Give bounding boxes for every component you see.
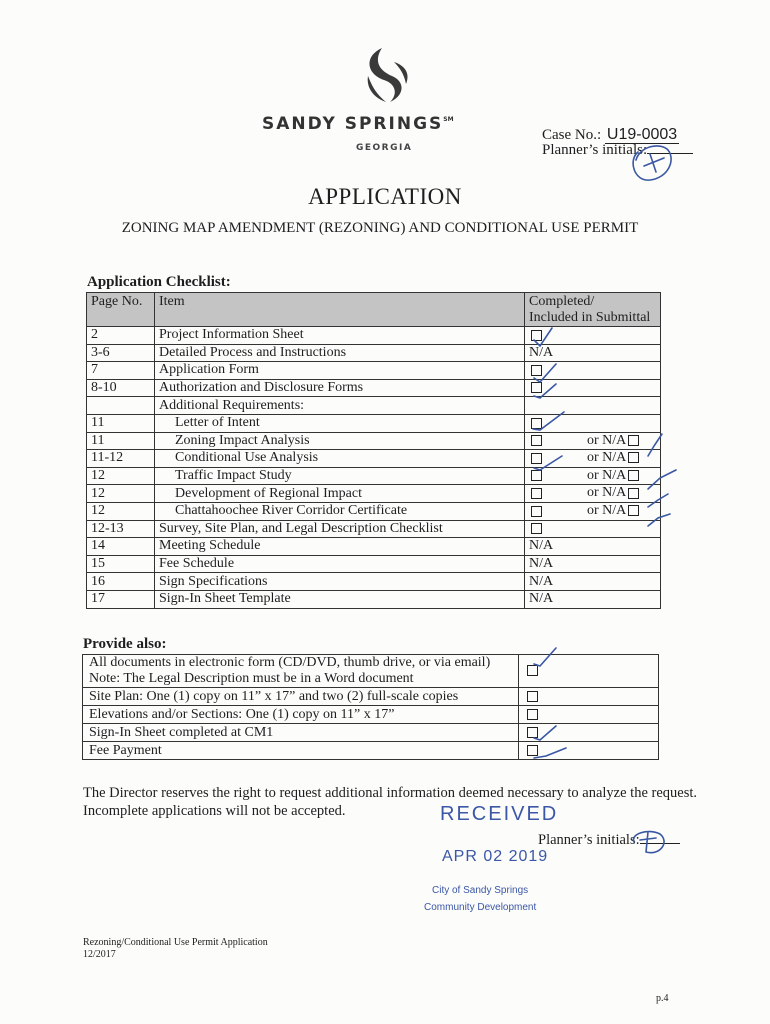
provide-item-line: Sign-In Sheet completed at CM1 xyxy=(89,724,274,740)
provide-row xyxy=(83,706,659,724)
checklist-status xyxy=(525,327,661,345)
checklist-row xyxy=(87,362,661,380)
checklist-page: 14 xyxy=(87,538,155,556)
checklist-status xyxy=(525,485,661,503)
checklist-page: 12-13 xyxy=(87,520,155,538)
checkbox[interactable] xyxy=(531,523,542,534)
checklist-row xyxy=(87,502,661,520)
application-checklist-table xyxy=(86,292,661,609)
status-text: N/A xyxy=(529,573,554,589)
or-na-option xyxy=(587,450,639,466)
provide-item xyxy=(83,655,519,688)
checklist-row xyxy=(87,414,661,432)
checklist-row xyxy=(87,450,661,468)
checklist-item: Detailed Process and Instructions xyxy=(155,344,525,362)
checklist-item: Authorization and Disclosure Forms xyxy=(155,379,525,397)
checklist-page: 12 xyxy=(87,502,155,520)
checklist-status xyxy=(525,520,661,538)
received-stamp: RECEIVED xyxy=(440,803,559,825)
checklist-item: Meeting Schedule xyxy=(155,538,525,556)
stamp-department: Community Development xyxy=(424,902,537,913)
checklist-item: Application Form xyxy=(155,362,525,380)
provide-status xyxy=(519,688,659,706)
provide-status xyxy=(519,742,659,760)
checklist-item: Fee Schedule xyxy=(155,555,525,573)
checklist-item: Conditional Use Analysis xyxy=(155,450,525,468)
status-text: N/A xyxy=(529,344,554,360)
checklist-status xyxy=(525,379,661,397)
checklist-item: Chattahoochee River Corridor Certificate xyxy=(155,502,525,520)
checkbox-checked[interactable] xyxy=(531,453,542,464)
checklist-page: 3-6 xyxy=(87,344,155,362)
checklist-row xyxy=(87,467,661,485)
checklist-item: Zoning Impact Analysis xyxy=(155,432,525,450)
checklist-row xyxy=(87,379,661,397)
provide-item-line: Elevations and/or Sections: One (1) copy on 11” x 17” xyxy=(89,706,395,722)
or-na-option xyxy=(587,468,639,484)
provide-row xyxy=(83,688,659,706)
stamp-city: City of Sandy Springs xyxy=(432,885,529,896)
provide-item-line: Fee Payment xyxy=(89,742,162,758)
na-checkbox-checked[interactable] xyxy=(628,435,639,446)
director-note: The Director reserves the right to request additional information deemed necessary to analyze the request. Incomplete applications will not be accepted. xyxy=(83,785,697,819)
checklist-item: Additional Requirements: xyxy=(155,397,525,415)
provide-row xyxy=(83,655,659,688)
checklist-item: Survey, Site Plan, and Legal Description Checklist xyxy=(155,520,525,538)
provide-item xyxy=(83,688,519,706)
provide-item xyxy=(83,742,519,760)
checklist-item: Sign Specifications xyxy=(155,573,525,591)
checklist-row xyxy=(87,485,661,503)
provide-also-table xyxy=(82,654,659,760)
checkbox[interactable] xyxy=(531,506,542,517)
provide-row xyxy=(83,742,659,760)
checkbox-checked[interactable] xyxy=(531,418,542,429)
checklist-status xyxy=(525,344,661,362)
checklist-item: Development of Regional Impact xyxy=(155,485,525,503)
planner-initials-bottom: Planner’s initials: xyxy=(538,832,680,849)
provide-also-heading: Provide also: xyxy=(83,636,167,652)
na-checkbox[interactable] xyxy=(628,452,639,463)
checklist-status xyxy=(525,538,661,556)
checklist-page: 11 xyxy=(87,414,155,432)
checklist-row xyxy=(87,344,661,362)
checklist-row xyxy=(87,327,661,345)
col-header-page: Page No. xyxy=(87,293,155,327)
checklist-page: 15 xyxy=(87,555,155,573)
checklist-item: Letter of Intent xyxy=(155,414,525,432)
checklist-page xyxy=(87,397,155,415)
case-value: U19-0003 xyxy=(606,126,678,143)
footer-doc-info: Rezoning/Conditional Use Permit Application 12/2017 xyxy=(83,937,268,960)
or-na-label: or N/A xyxy=(587,502,627,518)
or-na-label: or N/A xyxy=(587,467,627,483)
checkbox[interactable] xyxy=(527,691,538,702)
col-header-completed: Completed/ Included in Submittal xyxy=(525,293,661,327)
checklist-page: 12 xyxy=(87,485,155,503)
provide-item xyxy=(83,724,519,742)
checklist-row xyxy=(87,520,661,538)
sandy-springs-logo-icon xyxy=(360,44,420,110)
checklist-row xyxy=(87,538,661,556)
na-checkbox-checked[interactable] xyxy=(628,505,639,516)
checklist-item: Project Information Sheet xyxy=(155,327,525,345)
checklist-status xyxy=(525,414,661,432)
or-na-option xyxy=(587,485,639,501)
checklist-status xyxy=(525,432,661,450)
checklist-row xyxy=(87,432,661,450)
checkbox-checked[interactable] xyxy=(527,745,538,756)
checklist-status xyxy=(525,362,661,380)
checklist-page: 16 xyxy=(87,573,155,591)
provide-row xyxy=(83,724,659,742)
checkbox[interactable] xyxy=(531,435,542,446)
status-text: N/A xyxy=(529,538,554,554)
or-na-label: or N/A xyxy=(587,432,627,448)
checklist-status xyxy=(525,502,661,520)
received-date: APR 02 2019 xyxy=(442,848,549,865)
provide-status xyxy=(519,724,659,742)
page-number: p.4 xyxy=(656,993,669,1004)
planner-initials-top: Planner’s initials: xyxy=(542,142,693,159)
provide-status xyxy=(519,655,659,688)
checkbox-checked[interactable] xyxy=(531,365,542,376)
checklist-page: 8-10 xyxy=(87,379,155,397)
checklist-heading: Application Checklist: xyxy=(87,274,231,290)
checklist-row xyxy=(87,573,661,591)
checklist-status xyxy=(525,397,661,415)
checklist-page: 2 xyxy=(87,327,155,345)
org-state: GEORGIA xyxy=(356,143,413,153)
checklist-row xyxy=(87,397,661,415)
provide-item-line: Note: The Legal Description must be in a Word document xyxy=(89,671,414,686)
na-checkbox-checked[interactable] xyxy=(628,470,639,481)
provide-item-line: All documents in electronic form (CD/DVD, thumb drive, or via email) xyxy=(89,655,491,670)
checklist-status xyxy=(525,467,661,485)
checklist-page: 11-12 xyxy=(87,450,155,468)
checkbox[interactable] xyxy=(531,470,542,481)
checklist-status xyxy=(525,450,661,468)
page-title: APPLICATION xyxy=(308,184,462,209)
checklist-page: 11 xyxy=(87,432,155,450)
provide-status xyxy=(519,706,659,724)
or-na-option xyxy=(587,503,639,519)
status-text: N/A xyxy=(529,591,554,607)
checklist-row xyxy=(87,590,661,608)
checkbox[interactable] xyxy=(531,488,542,499)
org-name: SANDY SPRINGS℠ xyxy=(262,114,454,134)
provide-item-line: Site Plan: One (1) copy on 11” x 17” and two (2) full-scale copies xyxy=(89,688,459,704)
checklist-page: 17 xyxy=(87,590,155,608)
or-na-label: or N/A xyxy=(587,485,627,501)
status-text: N/A xyxy=(529,556,554,572)
checklist-item: Traffic Impact Study xyxy=(155,467,525,485)
checkbox-checked[interactable] xyxy=(531,382,542,393)
checkbox[interactable] xyxy=(527,709,538,720)
or-na-label: or N/A xyxy=(587,450,627,466)
checklist-page: 7 xyxy=(87,362,155,380)
checkbox-checked[interactable] xyxy=(527,727,538,738)
col-header-item: Item xyxy=(155,293,525,327)
checklist-item: Sign-In Sheet Template xyxy=(155,590,525,608)
or-na-option xyxy=(587,433,639,449)
checkbox-checked[interactable] xyxy=(527,665,538,676)
na-checkbox-checked[interactable] xyxy=(628,488,639,499)
checklist-status xyxy=(525,573,661,591)
checklist-status xyxy=(525,555,661,573)
case-label: Case No.: xyxy=(542,127,602,143)
page-subtitle: ZONING MAP AMENDMENT (REZONING) AND CONDITIONAL USE PERMIT xyxy=(121,220,639,236)
provide-item xyxy=(83,706,519,724)
checkbox-checked[interactable] xyxy=(531,330,542,341)
checklist-page: 12 xyxy=(87,467,155,485)
trademark-mark: SM xyxy=(443,116,454,123)
checklist-row xyxy=(87,555,661,573)
checklist-status xyxy=(525,590,661,608)
